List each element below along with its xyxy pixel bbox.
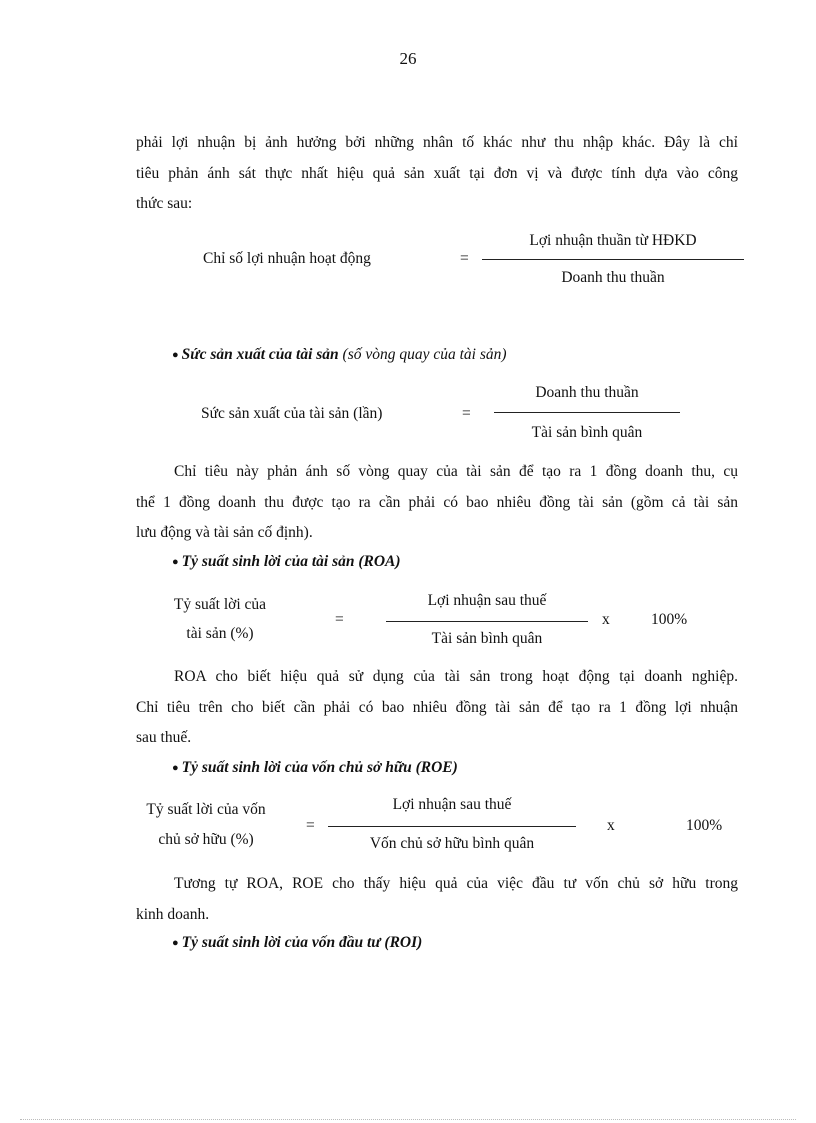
formula-label-line: tài sản (%) (186, 625, 254, 642)
paragraph-line: Chỉ tiêu này phản ánh số vòng quay của tài sản để tạo ra 1 đồng doanh thu, cụ (174, 463, 738, 480)
bullet-icon: ● (172, 937, 179, 949)
heading-text: Tỷ suất sinh lời của vốn chủ sở hữu (ROE) (181, 759, 458, 776)
paragraph-line: thể 1 đồng doanh thu được tạo ra cần phải có bao nhiêu đồng tài sản (gồm cả tài sản (136, 493, 738, 511)
paragraph-line: sau thuế. (136, 729, 192, 746)
formula-label-line: Tỷ suất lời của vốn (146, 801, 266, 818)
bullet-icon: ● (172, 349, 179, 361)
formula-label-line: chủ sở hữu (%) (158, 831, 254, 848)
fraction-bar (494, 412, 680, 413)
formula-numerator: Lợi nhuận sau thuế (392, 796, 512, 813)
formula-denominator: Tài sản bình quân (531, 424, 643, 441)
paragraph-line: Chỉ tiêu trên cho biết cần phải có bao nhiêu đồng tài sản để tạo ra 1 đồng lợi nhuận (136, 698, 738, 716)
page-number: 26 (399, 49, 417, 68)
section-heading-roi (172, 934, 422, 952)
heading-note: (số vòng quay của tài sản) (342, 346, 507, 363)
equals-sign: = (460, 250, 469, 267)
asset-turnover-explanation (136, 457, 738, 549)
formula-denominator: Vốn chủ sở hữu bình quân (369, 835, 535, 852)
roa-explanation (136, 662, 738, 754)
formula-numerator: Lợi nhuận thuần từ HĐKD (529, 232, 697, 249)
equals-sign: = (335, 611, 344, 628)
page-bottom-divider (20, 1119, 796, 1120)
times-sign: x (607, 817, 615, 834)
fraction-bar (386, 621, 588, 622)
formula-numerator: Doanh thu thuần (535, 384, 639, 401)
paragraph-line: Tương tự ROA, ROE cho thấy hiệu quả của việc đầu tư vốn chủ sở hữu trong (174, 875, 738, 892)
paragraph-line: ROA cho biết hiệu quả sử dụng của tài sản trong hoạt động tại doanh nghiệp. (174, 668, 738, 685)
paragraph-line: kinh doanh. (136, 905, 210, 923)
bullet-icon: ● (172, 762, 179, 774)
percent-factor: 100% (686, 817, 723, 834)
bullet-icon: ● (172, 556, 179, 568)
fraction-bar (482, 259, 744, 260)
formula-label: Chỉ số lợi nhuận hoạt động (203, 250, 371, 267)
section-heading-asset-turnover (172, 346, 507, 364)
section-heading-roe (172, 759, 458, 777)
paragraph-line: lưu động và tài sản cố định). (136, 524, 313, 541)
formula-label-line: Tỷ suất lời của (173, 596, 267, 613)
paragraph-line: phải lợi nhuận bị ảnh hưởng bởi những nhân tố khác như thu nhập khác. Đây là chỉ (136, 134, 738, 151)
fraction-bar (328, 826, 576, 827)
formula-numerator: Lợi nhuận sau thuế (427, 592, 547, 609)
heading-text: Sức sản xuất của tài sản (181, 346, 339, 363)
equals-sign: = (306, 817, 315, 834)
heading-text: Tỷ suất sinh lời của vốn đầu tư (ROI) (181, 934, 423, 951)
heading-text: Tỷ suất sinh lời của tài sản (ROA) (181, 553, 401, 570)
times-sign: x (602, 611, 610, 628)
section-heading-roa (172, 553, 401, 571)
paragraph-line: thức sau: (136, 195, 193, 212)
paragraph-line: tiêu phản ánh sát thực nhất hiệu quả sản xuất tại đơn vị và được tính dựa vào công (136, 164, 738, 182)
intro-paragraph (136, 128, 738, 220)
formula-denominator: Tài sản bình quân (431, 630, 543, 647)
equals-sign: = (462, 405, 471, 422)
formula-denominator: Doanh thu thuần (561, 269, 665, 286)
roe-explanation (136, 869, 738, 930)
percent-factor: 100% (651, 611, 688, 628)
formula-label: Sức sản xuất của tài sản (lần) (201, 405, 383, 422)
